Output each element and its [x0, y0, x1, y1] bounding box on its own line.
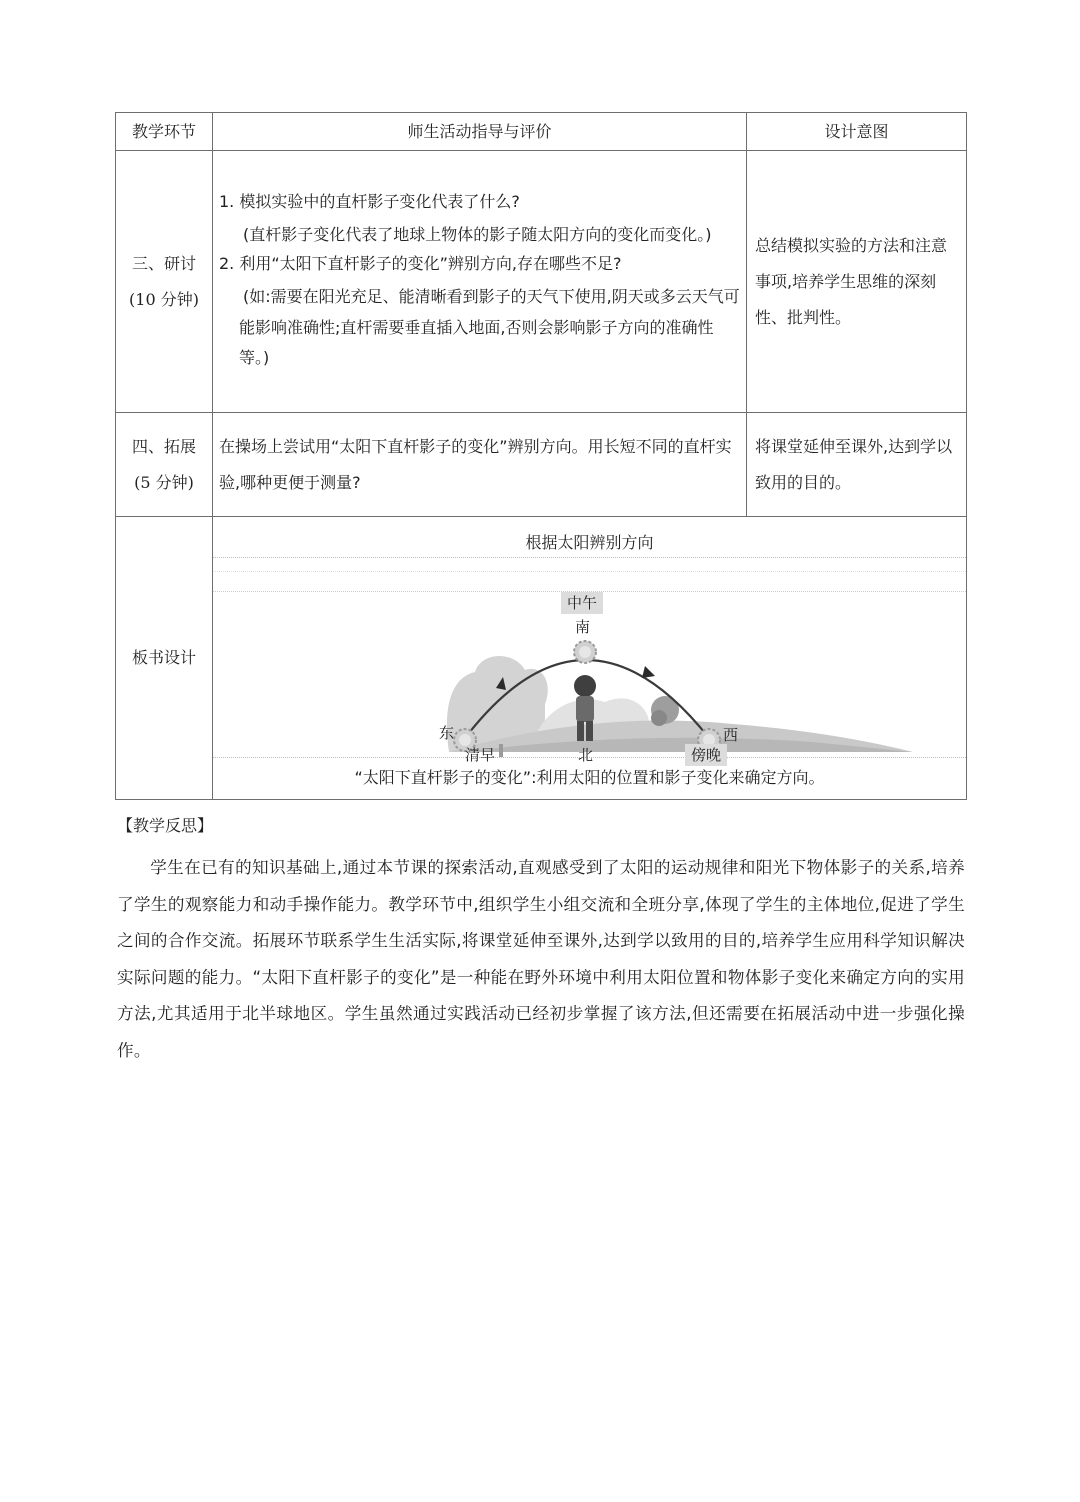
reflection-heading: 【教学反思】: [117, 816, 214, 835]
label-south: 南: [575, 618, 591, 636]
board-row: [116, 517, 967, 800]
answer-2: (如:需要在阳光充足、能清晰看到影子的天气下使用,阴天或多云天气可能影响准确性;直杆需要垂直插入地面,否则会影响影子方向的准确性等。): [239, 287, 740, 367]
stage-name: 四、拓展: [131, 436, 196, 456]
stage-duration: (10 分钟): [129, 289, 199, 309]
label-east: 东: [439, 724, 455, 742]
board-design-cell: [213, 517, 967, 800]
stage-duration: (5 分钟): [134, 472, 194, 492]
label-morning: 清早: [465, 746, 496, 764]
board-stage-cell: 板书设计: [116, 517, 213, 800]
table-row: [116, 151, 967, 413]
reflection-body: 学生在已有的知识基础上,通过本节课的探索活动,直观感受到了太阳的运动规律和阳光下物体影子的关系,培养了学生的观察能力和动手操作能力。教学环节中,组织学生小组交流和全班分享,体现了学生的主体地位,促进了学生之间的合作交流。拓展环节联系学生生活实际,将课堂延伸至课外,达到学以致用的目的,培养学生应用科学知识解决实际问题的能力。“太阳下直杆影子的变化”是一种能在野外环境中利用太阳位置和物体影子变化来确定方向的实用方法,尤其适用于北半球地区。学生虽然通过实践活动已经初步掌握了该方法,但还需要在拓展活动中进一步强化操作。: [117, 858, 965, 1060]
sun-icon-noon: [574, 641, 596, 663]
board-title: 根据太阳辨别方向: [213, 517, 966, 558]
lesson-plan-table: [115, 112, 967, 800]
header-activity: 师生活动指导与评价: [213, 113, 747, 151]
activity-cell: [213, 151, 747, 413]
tree-icon: [651, 710, 667, 726]
label-north: 北: [578, 746, 594, 764]
extension-activity: 在操场上尝试用“太阳下直杆影子的变化”辨别方向。用长短不同的直杆实验,哪种更便于测量?: [219, 436, 732, 492]
label-evening: 傍晚: [685, 744, 727, 766]
board-summary: “太阳下直杆影子的变化”:利用太阳的位置和影子变化来确定方向。: [213, 757, 966, 798]
header-stage: 教学环节: [116, 113, 213, 151]
stage-name: 三、研讨: [131, 253, 196, 273]
question-1: 1. 模拟实验中的直杆影子变化代表了什么?: [219, 191, 520, 211]
pole-marker: [499, 744, 503, 757]
table-row: [116, 413, 967, 517]
stage-cell: [116, 413, 213, 517]
sun-path-diagram: [213, 592, 966, 764]
label-west: 西: [723, 726, 739, 744]
arrow-icon: [642, 666, 655, 678]
label-noon: 中午: [561, 592, 603, 614]
question-2: 2. 利用“太阳下直杆影子的变化”辨别方向,存在哪些不足?: [219, 254, 622, 274]
board-guide-lines: [213, 558, 966, 592]
intent-cell: 将课堂延伸至课外,达到学以致用的目的。: [747, 413, 967, 517]
answer-1: (直杆影子变化代表了地球上物体的影子随太阳方向的变化而变化。): [243, 224, 712, 244]
header-intent: 设计意图: [747, 113, 967, 151]
intent-cell: 总结模拟实验的方法和注意事项,培养学生思维的深刻性、批判性。: [747, 151, 967, 413]
activity-cell: [213, 413, 747, 517]
table-header-row: [116, 113, 967, 151]
stage-cell: [116, 151, 213, 413]
